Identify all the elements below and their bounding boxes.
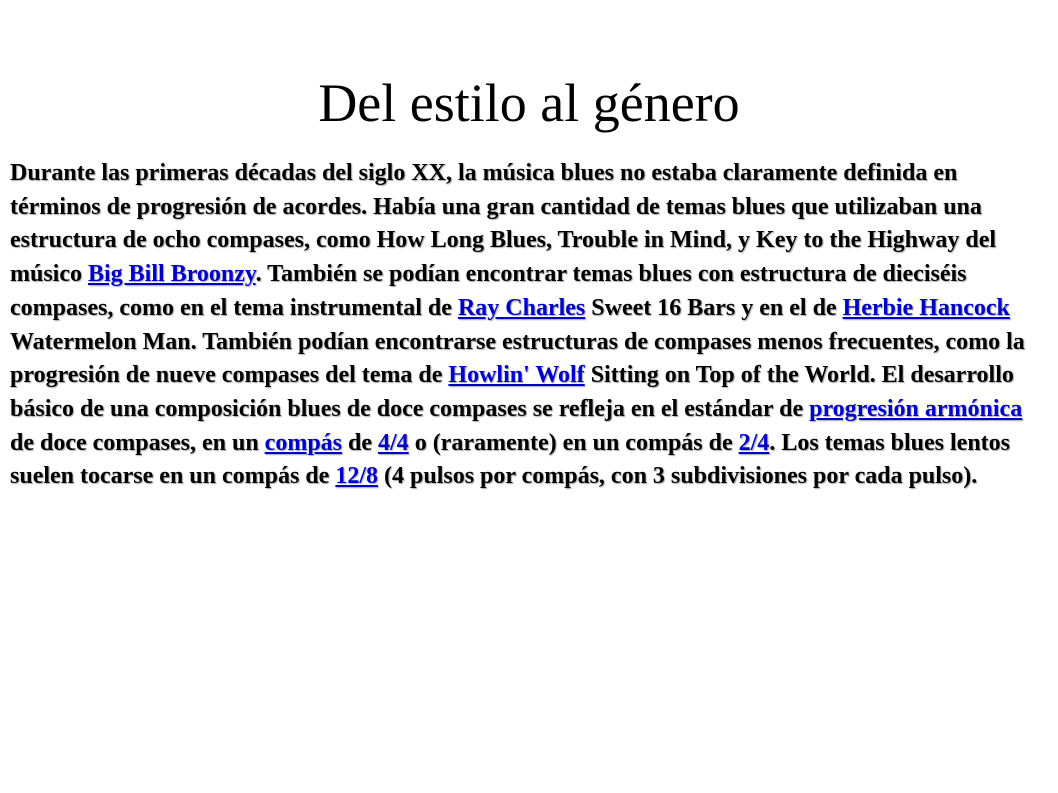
paragraph-text: Watermelon Man. También podían encontrarse estructuras de compases menos frecuentes, como la progresión de nueve compases del tema de (10, 328, 1025, 389)
paragraph-text: Durante las primeras décadas del siglo XX, la música blues no estaba claramente definida en términos de progresión de acordes. Había una gran cantidad de temas blues que utilizaban una estructura de ocho compases, como How Long Blues, Trouble in Mind, y Key to the Highway del músico (10, 160, 997, 288)
link-big-bill-broonzy[interactable]: Big Bill Broonzy (88, 261, 256, 288)
link-12-8[interactable]: 12/8 (335, 463, 378, 490)
link-herbie-hancock[interactable]: Herbie Hancock (842, 294, 1010, 321)
link-4-4[interactable]: 4/4 (378, 429, 409, 456)
paragraph-text: (4 pulsos por compás, con 3 subdivisiones por cada pulso). (378, 463, 978, 490)
link-2-4[interactable]: 2/4 (738, 429, 770, 456)
paragraph-text: o (raramente) en un compás de (408, 429, 739, 456)
body-paragraph (10, 157, 1050, 494)
paragraph-text: . También se podían encontrar temas blues con estructura de dieciséis compases, como en el tema instrumental de (10, 261, 967, 321)
paragraph-text: Sweet 16 Bars y en el de (585, 294, 843, 321)
paragraph-text: Sitting on Top of the World. El desarrollo básico de una composición blues de doce compases se refleja en el estándar de (10, 362, 1014, 422)
slide-title: Del estilo al género (318, 73, 740, 133)
paragraph-text: de doce compases, en un (10, 429, 265, 456)
link-ray-charles[interactable]: Ray Charles (457, 294, 586, 321)
link-howlin-wolf[interactable]: Howlin' Wolf (448, 362, 585, 389)
paragraph-text: . Los temas blues lentos suelen tocarse en un compás de (10, 429, 1010, 490)
link-compas[interactable]: compás (264, 429, 343, 456)
link-progresion-armonica[interactable]: progresión armónica (809, 395, 1023, 422)
paragraph-text: de (342, 429, 379, 456)
